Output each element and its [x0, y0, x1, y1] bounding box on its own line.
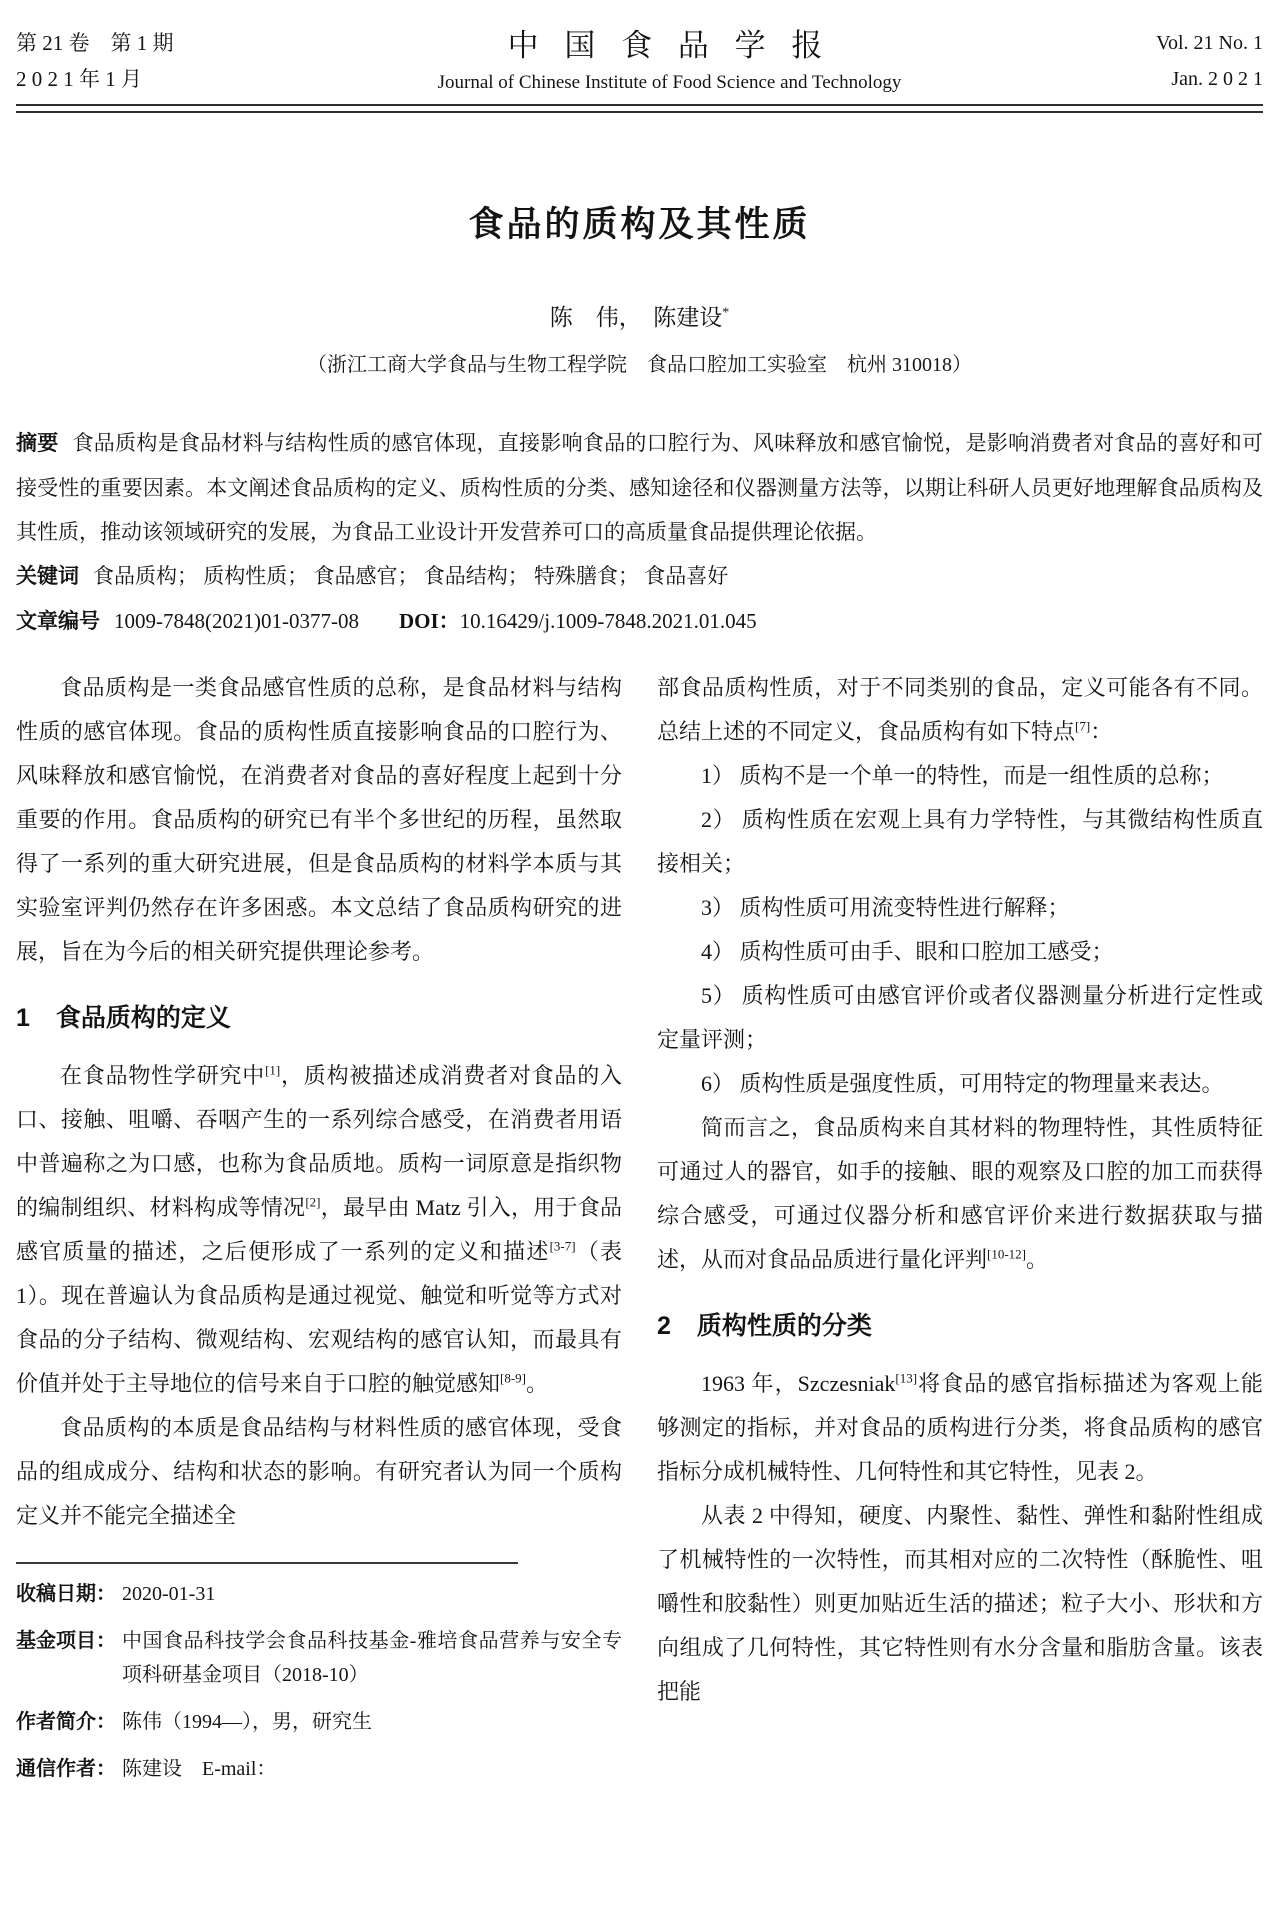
author-names: 陈 伟， 陈建设	[549, 305, 723, 330]
corresponding-author-label: 通信作者：	[16, 1758, 116, 1780]
doi-value: 10.16429/j.1009-7848.2021.01.045	[459, 609, 757, 633]
section-1-title: 食品质构的定义	[55, 1004, 231, 1032]
volume-en: Vol. 21 No. 1	[1156, 32, 1263, 54]
section-2-heading	[657, 1310, 1263, 1342]
journal-name-en: Journal of Chinese Institute of Food Science and Technology	[437, 72, 902, 93]
author-bio-label: 作者简介：	[16, 1711, 116, 1733]
section-2-title: 质构性质的分类	[696, 1312, 872, 1340]
section-1-number: 1	[16, 1004, 30, 1032]
affiliation-line: （浙江工商大学食品与生物工程学院 食品口腔加工实验室 杭州 310018）	[307, 354, 972, 376]
feature-item-5: 5） 质构性质可由感官评价或者仪器测量分析进行定性或定量评测；	[657, 983, 1263, 1052]
body-columns	[16, 666, 1263, 1786]
date-cn: 2 0 2 1 年 1 月	[16, 67, 142, 91]
keywords-label: 关键词	[16, 565, 79, 588]
section-2-number: 2	[657, 1312, 671, 1340]
received-date-label: 收稿日期：	[16, 1583, 116, 1605]
header-volume-issue	[16, 25, 266, 97]
section-1-heading	[16, 1002, 622, 1034]
journal-name-cn: 中 国 食 品 学 报	[507, 28, 832, 63]
summary-paragraph: 简而言之，食品质构来自其材料的物理特性，其性质特征可通过人的器官，如手的接触、眼的观察及口腔的加工而获得综合感受，可通过仪器分析和感官评价来进行数据获取与描述，从而对食品品质进行量化评判[10-12]。	[657, 1115, 1263, 1272]
feature-item-4: 4） 质构性质可由手、眼和口腔加工感受；	[701, 939, 1114, 964]
header-volume-issue-en	[1073, 25, 1263, 97]
article-number-label: 文章编号	[16, 610, 100, 633]
journal-name-block	[266, 24, 1073, 98]
authors-line	[16, 299, 1263, 332]
author-bio-value: 陈伟（1994—），男，研究生	[122, 1711, 372, 1733]
continued-paragraph: 部食品质构性质，对于不同类别的食品，定义可能各有不同。总结上述的不同定义，食品质构有如下特点[7]：	[657, 675, 1263, 744]
feature-item-1: 1） 质构不是一个单一的特性，而是一组性质的总称；	[701, 763, 1224, 788]
section-2-paragraph-2: 从表 2 中得知，硬度、内聚性、黏性、弹性和黏附性组成了机械特性的一次特性，而其相对应的二次特性（酥脆性、咀嚼性和胶黏性）则更加贴近生活的描述；粒子大小、形状和方向组成了几何特性，其它特性则有水分含量和脂肪含量。该表把能	[657, 1503, 1263, 1704]
keywords-text: 食品质构； 质构性质； 食品感官； 食品结构； 特殊膳食； 食品喜好	[93, 564, 729, 588]
left-column	[16, 666, 622, 1786]
received-date-value: 2020-01-31	[122, 1583, 216, 1605]
section-1-paragraph-2: 食品质构的本质是食品结构与材料性质的感官体现，受食品的组成成分、结构和状态的影响。有研究者认为同一个质构定义并不能完全描述全	[16, 1415, 622, 1528]
corresponding-author-value: 陈建设 E-mail：	[122, 1758, 277, 1780]
abstract-text: 食品质构是食品材料与结构性质的感官体现，直接影响食品的口腔行为、风味释放和感官愉悦，是影响消费者对食品的喜好和可接受性的重要因素。本文阐述食品质构的定义、质构性质的分类、感知途径和仪器测量方法等，以期让科研人员更好地理解食品质构及其性质，推动该领域研究的发展，为食品工业设计开发营养可口的高质量食品提供理论依据。	[16, 431, 1263, 544]
footnote-divider	[16, 1562, 518, 1564]
page-title: 食品的质构及其性质	[468, 205, 811, 244]
section-1-paragraph-1: 在食品物性学研究中[1]，质构被描述成消费者对食品的入口、接触、咀嚼、吞咽产生的一系列综合感受，在消费者用语中普遍称之为口感，也称为食品质地。质构一词原意是指织物的编制组织、材料构成等情况[2]，最早由 Matz 引入，用于食品感官质量的描述，之后便形成了一系列的定义和描述[3-7]（表 1）。现在普遍认为食品质构是通过视觉、触觉和听觉等方式对食品的分子结构、微观结构、宏观结构的感官认知，而最具有价值并处于主导地位的信号来自于口腔的触觉感知[8-9]。	[16, 1062, 622, 1396]
article-number: 1009-7848(2021)01-0377-08	[114, 609, 359, 633]
date-en: Jan. 2 0 2 1	[1171, 68, 1263, 90]
intro-paragraph: 食品质构是一类食品感官性质的总称，是食品材料与结构性质的感官体现。食品的质构性质直接影响食品的口腔行为、风味释放和感官愉悦，在消费者对食品的喜好程度上起到十分重要的作用。食品质构的研究已有半个多世纪的历程，虽然取得了一系列的重大研究进展，但是食品质构的材料学本质与其实验室评判仍然存在许多困惑。本文总结了食品质构研究的进展，旨在为今后的相关研究提供理论参考。	[16, 675, 622, 964]
doi-label: DOI：	[398, 609, 460, 633]
footnote-row-corresponding	[16, 1752, 622, 1786]
meta-block	[16, 421, 1263, 644]
corresponding-author-mark: *	[722, 305, 730, 321]
abstract-paragraph	[16, 421, 1263, 554]
section-2-paragraph-1: 1963 年，Szczesniak[13]将食品的感官指标描述为客观上能够测定的指标，并对食品的质构进行分类，将食品质构的感官指标分成机械特性、几何特性和其它特性，见表 2。	[657, 1370, 1263, 1484]
footnote-block	[16, 1562, 622, 1786]
funding-label: 基金项目：	[16, 1630, 116, 1652]
right-column	[657, 666, 1263, 1786]
footnote-row-author-bio	[16, 1705, 622, 1739]
volume-cn: 第 21 卷 第 1 期	[16, 31, 174, 55]
header-divider	[16, 104, 1263, 113]
feature-item-3: 3） 质构性质可用流变特性进行解释；	[701, 895, 1070, 920]
keywords-line	[16, 554, 1263, 599]
abstract-label: 摘要	[16, 432, 59, 455]
footnote-row-received	[16, 1577, 622, 1611]
footnote-row-funding	[16, 1624, 622, 1692]
feature-item-6: 6） 质构性质是强度性质，可用特定的物理量来表达。	[701, 1071, 1224, 1096]
journal-header	[16, 24, 1263, 98]
funding-value: 中国食品科技学会食品科技基金-雅培食品营养与安全专项科研基金项目（2018-10）	[122, 1630, 622, 1686]
article-number-line	[16, 599, 1263, 644]
feature-item-2: 2） 质构性质在宏观上具有力学特性，与其微结构性质直接相关；	[657, 807, 1263, 876]
